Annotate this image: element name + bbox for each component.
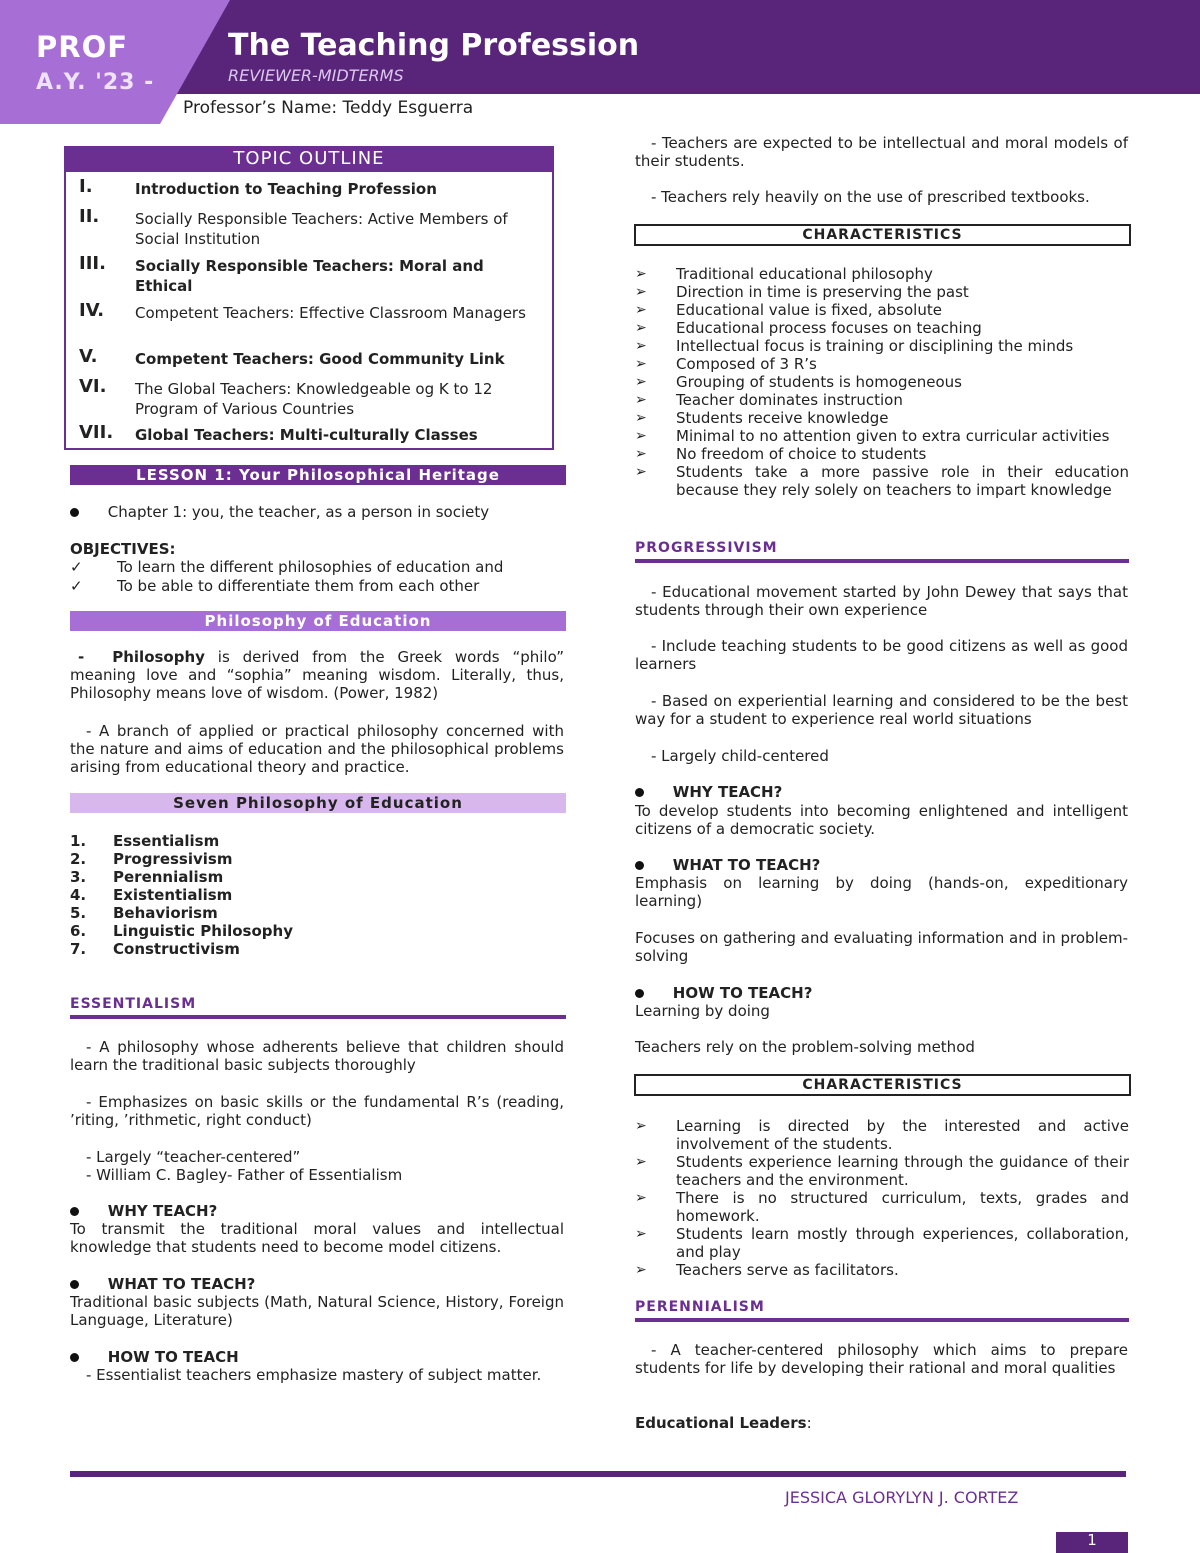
- outline-item: Competent Teachers: Good Community Link: [135, 350, 505, 368]
- list-item: [635, 445, 1129, 463]
- dash: -: [78, 648, 85, 666]
- topic-outline-heading: TOPIC OUTLINE: [64, 146, 554, 172]
- arrow-icon: ➢: [635, 392, 647, 408]
- list-item: [635, 1153, 1129, 1189]
- list-item: [635, 337, 1129, 355]
- essentialism-p1: - A philosophy whose adherents believe that children should learn the traditional basic subjects thoroughly: [70, 1038, 564, 1074]
- philosophy-title: Philosophy of Education: [70, 611, 566, 631]
- arrow-icon: ➢: [635, 356, 647, 372]
- outline-item: Socially Responsible Teachers: Active Members of Social Institution: [135, 210, 508, 248]
- arrow-icon: ➢: [635, 338, 647, 354]
- list-item: [635, 409, 1129, 427]
- how-teach-label: HOW TO TEACH: [107, 1348, 239, 1366]
- progressivism-title: PROGRESSIVISM: [635, 540, 778, 556]
- how-teach-label: HOW TO TEACH?: [672, 984, 813, 1002]
- progressivism-p3: - Based on experiential learning and considered to be the best way for a student to experience real world situations: [635, 692, 1128, 728]
- arrow-icon: ➢: [635, 446, 647, 462]
- textbook-text: - Teachers rely heavily on the use of prescribed textbooks.: [651, 188, 1090, 206]
- philosophy-term: Philosophy: [112, 648, 205, 666]
- list-item: [635, 301, 1129, 319]
- philosophy-branch: - A branch of applied or practical philosophy concerned with the nature and aims of education and the philosophical problems arising from educational theory and practice.: [70, 722, 564, 776]
- list-num: 3.: [70, 868, 87, 886]
- list-num: 2.: [70, 850, 87, 868]
- list-item: [635, 283, 1129, 301]
- list-item: Progressivism: [113, 850, 233, 868]
- perennialism-p1: - A teacher-centered philosophy which aims to prepare students for life by developing their rational and moral qualities: [635, 1341, 1128, 1377]
- outline-num: VI.: [79, 376, 107, 397]
- progressivism-p2: - Include teaching students to be good citizens as well as good learners: [635, 637, 1128, 673]
- list-num: 4.: [70, 886, 87, 904]
- characteristic-text: There is no structured curriculum, texts, grades and homework.: [676, 1189, 1129, 1225]
- section-rule: [635, 559, 1129, 563]
- characteristic-text: Intellectual focus is training or disciplining the minds: [676, 337, 1074, 355]
- progressivism-p4: - Largely child-centered: [651, 747, 829, 765]
- how-teach-heading: [70, 1348, 239, 1366]
- footer-rule: [70, 1471, 1126, 1477]
- list-item: [635, 1189, 1129, 1225]
- what-teach-text: Traditional basic subjects (Math, Natural Science, History, Foreign Language, Literature): [70, 1293, 564, 1329]
- list-item: Essentialism: [113, 832, 220, 850]
- why-teach-text: To develop students into becoming enlightened and intelligent citizens of a democratic society.: [635, 802, 1128, 838]
- objective-item: To learn the different philosophies of education and: [117, 558, 504, 576]
- list-num: 6.: [70, 922, 87, 940]
- philosophy-text: is derived from the Greek words “philo” meaning love and “sophia” meaning wisdom. Literally, thus, Philosophy means love of wisdom. (Power, 1982): [70, 648, 564, 702]
- arrow-icon: ➢: [635, 1190, 647, 1206]
- section-rule: [70, 1015, 566, 1019]
- arrow-icon: ➢: [635, 320, 647, 336]
- what-teach-heading: [635, 856, 820, 874]
- how-teach-heading: [635, 984, 812, 1002]
- arrow-icon: ➢: [635, 302, 647, 318]
- characteristics-heading: CHARACTERISTICS: [634, 224, 1131, 246]
- outline-item: Global Teachers: Multi-culturally Classes: [135, 426, 478, 444]
- seven-philosophy-title: Seven Philosophy of Education: [70, 793, 566, 813]
- essentialism-title: ESSENTIALISM: [70, 996, 197, 1012]
- colon: :: [806, 1414, 812, 1432]
- bullet-icon: [635, 861, 644, 870]
- why-teach-label: WHY TEACH?: [107, 1202, 218, 1220]
- course-code: PROF: [36, 30, 129, 64]
- outline-num: II.: [79, 206, 100, 227]
- how-teach-text: Learning by doing: [635, 1002, 770, 1020]
- essentialism-p3: - Largely “teacher-centered”: [86, 1148, 301, 1166]
- outline-item: Introduction to Teaching Profession: [135, 180, 437, 198]
- outline-num: V.: [79, 346, 98, 367]
- characteristic-text: Direction in time is preserving the past: [676, 283, 969, 301]
- outline-num: VII.: [79, 422, 114, 443]
- lesson-title: LESSON 1: Your Philosophical Heritage: [70, 465, 566, 485]
- chapter-line: [70, 503, 489, 521]
- list-num: 5.: [70, 904, 87, 922]
- arrow-icon: ➢: [635, 428, 647, 444]
- list-item: [635, 373, 1129, 391]
- characteristics-list: [635, 265, 1129, 499]
- list-item: [635, 463, 1129, 499]
- essentialism-p4: - William C. Bagley- Father of Essentialism: [86, 1166, 403, 1184]
- outline-num: I.: [79, 176, 93, 197]
- chapter-text: Chapter 1: you, the teacher, as a person in society: [107, 503, 490, 521]
- list-num: 7.: [70, 940, 87, 958]
- educational-leaders: [635, 1414, 812, 1432]
- characteristics-heading: CHARACTERISTICS: [634, 1074, 1131, 1096]
- page-subtitle: REVIEWER-MIDTERMS: [228, 66, 404, 85]
- arrow-icon: ➢: [635, 1226, 647, 1242]
- arrow-icon: ➢: [635, 464, 647, 480]
- what-teach-text: Focuses on gathering and evaluating information and in problem-solving: [635, 929, 1128, 965]
- characteristic-text: Students experience learning through the guidance of their teachers and the environment.: [676, 1153, 1129, 1189]
- characteristic-text: Students take a more passive role in their education because they rely solely on teachers to impart knowledge: [676, 463, 1129, 499]
- objective-item: To be able to differentiate them from each other: [117, 577, 480, 595]
- characteristic-text: Grouping of students is homogeneous: [676, 373, 962, 391]
- why-teach-label: WHY TEACH?: [672, 783, 783, 801]
- arrow-icon: ➢: [635, 410, 647, 426]
- educational-leaders-label: Educational Leaders: [635, 1414, 807, 1432]
- how-teach-text: Teachers rely on the problem-solving method: [635, 1038, 975, 1056]
- arrow-icon: ➢: [635, 1118, 647, 1134]
- bullet-icon: [635, 989, 644, 998]
- perennialism-title: PERENNIALISM: [635, 1299, 765, 1315]
- outline-num: III.: [79, 253, 106, 274]
- characteristic-text: Teachers serve as facilitators.: [676, 1261, 899, 1279]
- arrow-icon: ➢: [635, 266, 647, 282]
- list-item: [635, 427, 1129, 445]
- list-item: Perennialism: [113, 868, 224, 886]
- characteristic-text: Composed of 3 R’s: [676, 355, 817, 373]
- characteristic-text: No freedom of choice to students: [676, 445, 927, 463]
- list-item: Existentialism: [113, 886, 233, 904]
- characteristic-text: Learning is directed by the interested and active involvement of the students.: [676, 1117, 1129, 1153]
- progressivism-p1: - Educational movement started by John Dewey that says that students through their own experience: [635, 583, 1128, 619]
- characteristic-text: Traditional educational philosophy: [676, 265, 933, 283]
- list-item: [635, 355, 1129, 373]
- check-icon: ✓: [70, 577, 83, 595]
- why-teach-heading: [635, 783, 782, 801]
- academic-year: A.Y. '23 -: [36, 70, 155, 95]
- why-teach-heading: [70, 1202, 217, 1220]
- list-num: 1.: [70, 832, 87, 850]
- why-teach-text: To transmit the traditional moral values and intellectual knowledge that students need to become model citizens.: [70, 1220, 564, 1256]
- bullet-icon: [70, 508, 79, 517]
- arrow-icon: ➢: [635, 374, 647, 390]
- list-item: Constructivism: [113, 940, 240, 958]
- characteristic-text: Educational value is fixed, absolute: [676, 301, 942, 319]
- what-teach-label: WHAT TO TEACH?: [107, 1275, 256, 1293]
- bullet-icon: [635, 788, 644, 797]
- bullet-icon: [70, 1207, 79, 1216]
- outline-item: Competent Teachers: Effective Classroom Managers: [135, 304, 526, 322]
- what-teach-text: Emphasis on learning by doing (hands-on, expeditionary learning): [635, 874, 1128, 910]
- list-item: [635, 1261, 1129, 1279]
- bullet-icon: [70, 1353, 79, 1362]
- list-item: [635, 319, 1129, 337]
- characteristic-text: Students receive knowledge: [676, 409, 889, 427]
- teacher-model-text: - Teachers are expected to be intellectual and moral models of their students.: [635, 134, 1128, 170]
- essentialism-p2: - Emphasizes on basic skills or the fundamental R’s (reading, ’riting, ’rithmetic, right conduct): [70, 1093, 564, 1129]
- outline-item: Socially Responsible Teachers: Moral and Ethical: [135, 257, 484, 295]
- list-item: [635, 1225, 1129, 1261]
- what-teach-heading: [70, 1275, 255, 1293]
- list-item: Linguistic Philosophy: [113, 922, 293, 940]
- arrow-icon: ➢: [635, 1154, 647, 1170]
- page-number: 1: [1056, 1532, 1128, 1553]
- characteristic-text: Educational process focuses on teaching: [676, 319, 982, 337]
- list-item: [635, 1117, 1129, 1153]
- professor-name: Professor’s Name: Teddy Esguerra: [183, 98, 474, 118]
- list-item: [635, 391, 1129, 409]
- outline-num: IV.: [79, 300, 105, 321]
- characteristic-text: Minimal to no attention given to extra curricular activities: [676, 427, 1110, 445]
- characteristic-text: Students learn mostly through experiences, collaboration, and play: [676, 1225, 1129, 1261]
- outline-item: The Global Teachers: Knowledgeable og K to 12 Program of Various Countries: [135, 380, 493, 418]
- bullet-icon: [70, 1280, 79, 1289]
- progressivism-characteristics: [635, 1117, 1129, 1279]
- section-rule: [635, 1318, 1129, 1322]
- list-item: [635, 265, 1129, 283]
- how-teach-text: - Essentialist teachers emphasize mastery of subject matter.: [86, 1366, 542, 1384]
- check-icon: ✓: [70, 558, 83, 576]
- author-name: JESSICA GLORYLYN J. CORTEZ: [785, 1488, 1019, 1507]
- page-title: The Teaching Profession: [228, 28, 640, 63]
- what-teach-label: WHAT TO TEACH?: [672, 856, 821, 874]
- arrow-icon: ➢: [635, 284, 647, 300]
- philosophy-definition: [70, 648, 564, 702]
- objectives-label: OBJECTIVES:: [70, 540, 176, 558]
- list-item: Behaviorism: [113, 904, 218, 922]
- characteristic-text: Teacher dominates instruction: [676, 391, 903, 409]
- arrow-icon: ➢: [635, 1262, 647, 1278]
